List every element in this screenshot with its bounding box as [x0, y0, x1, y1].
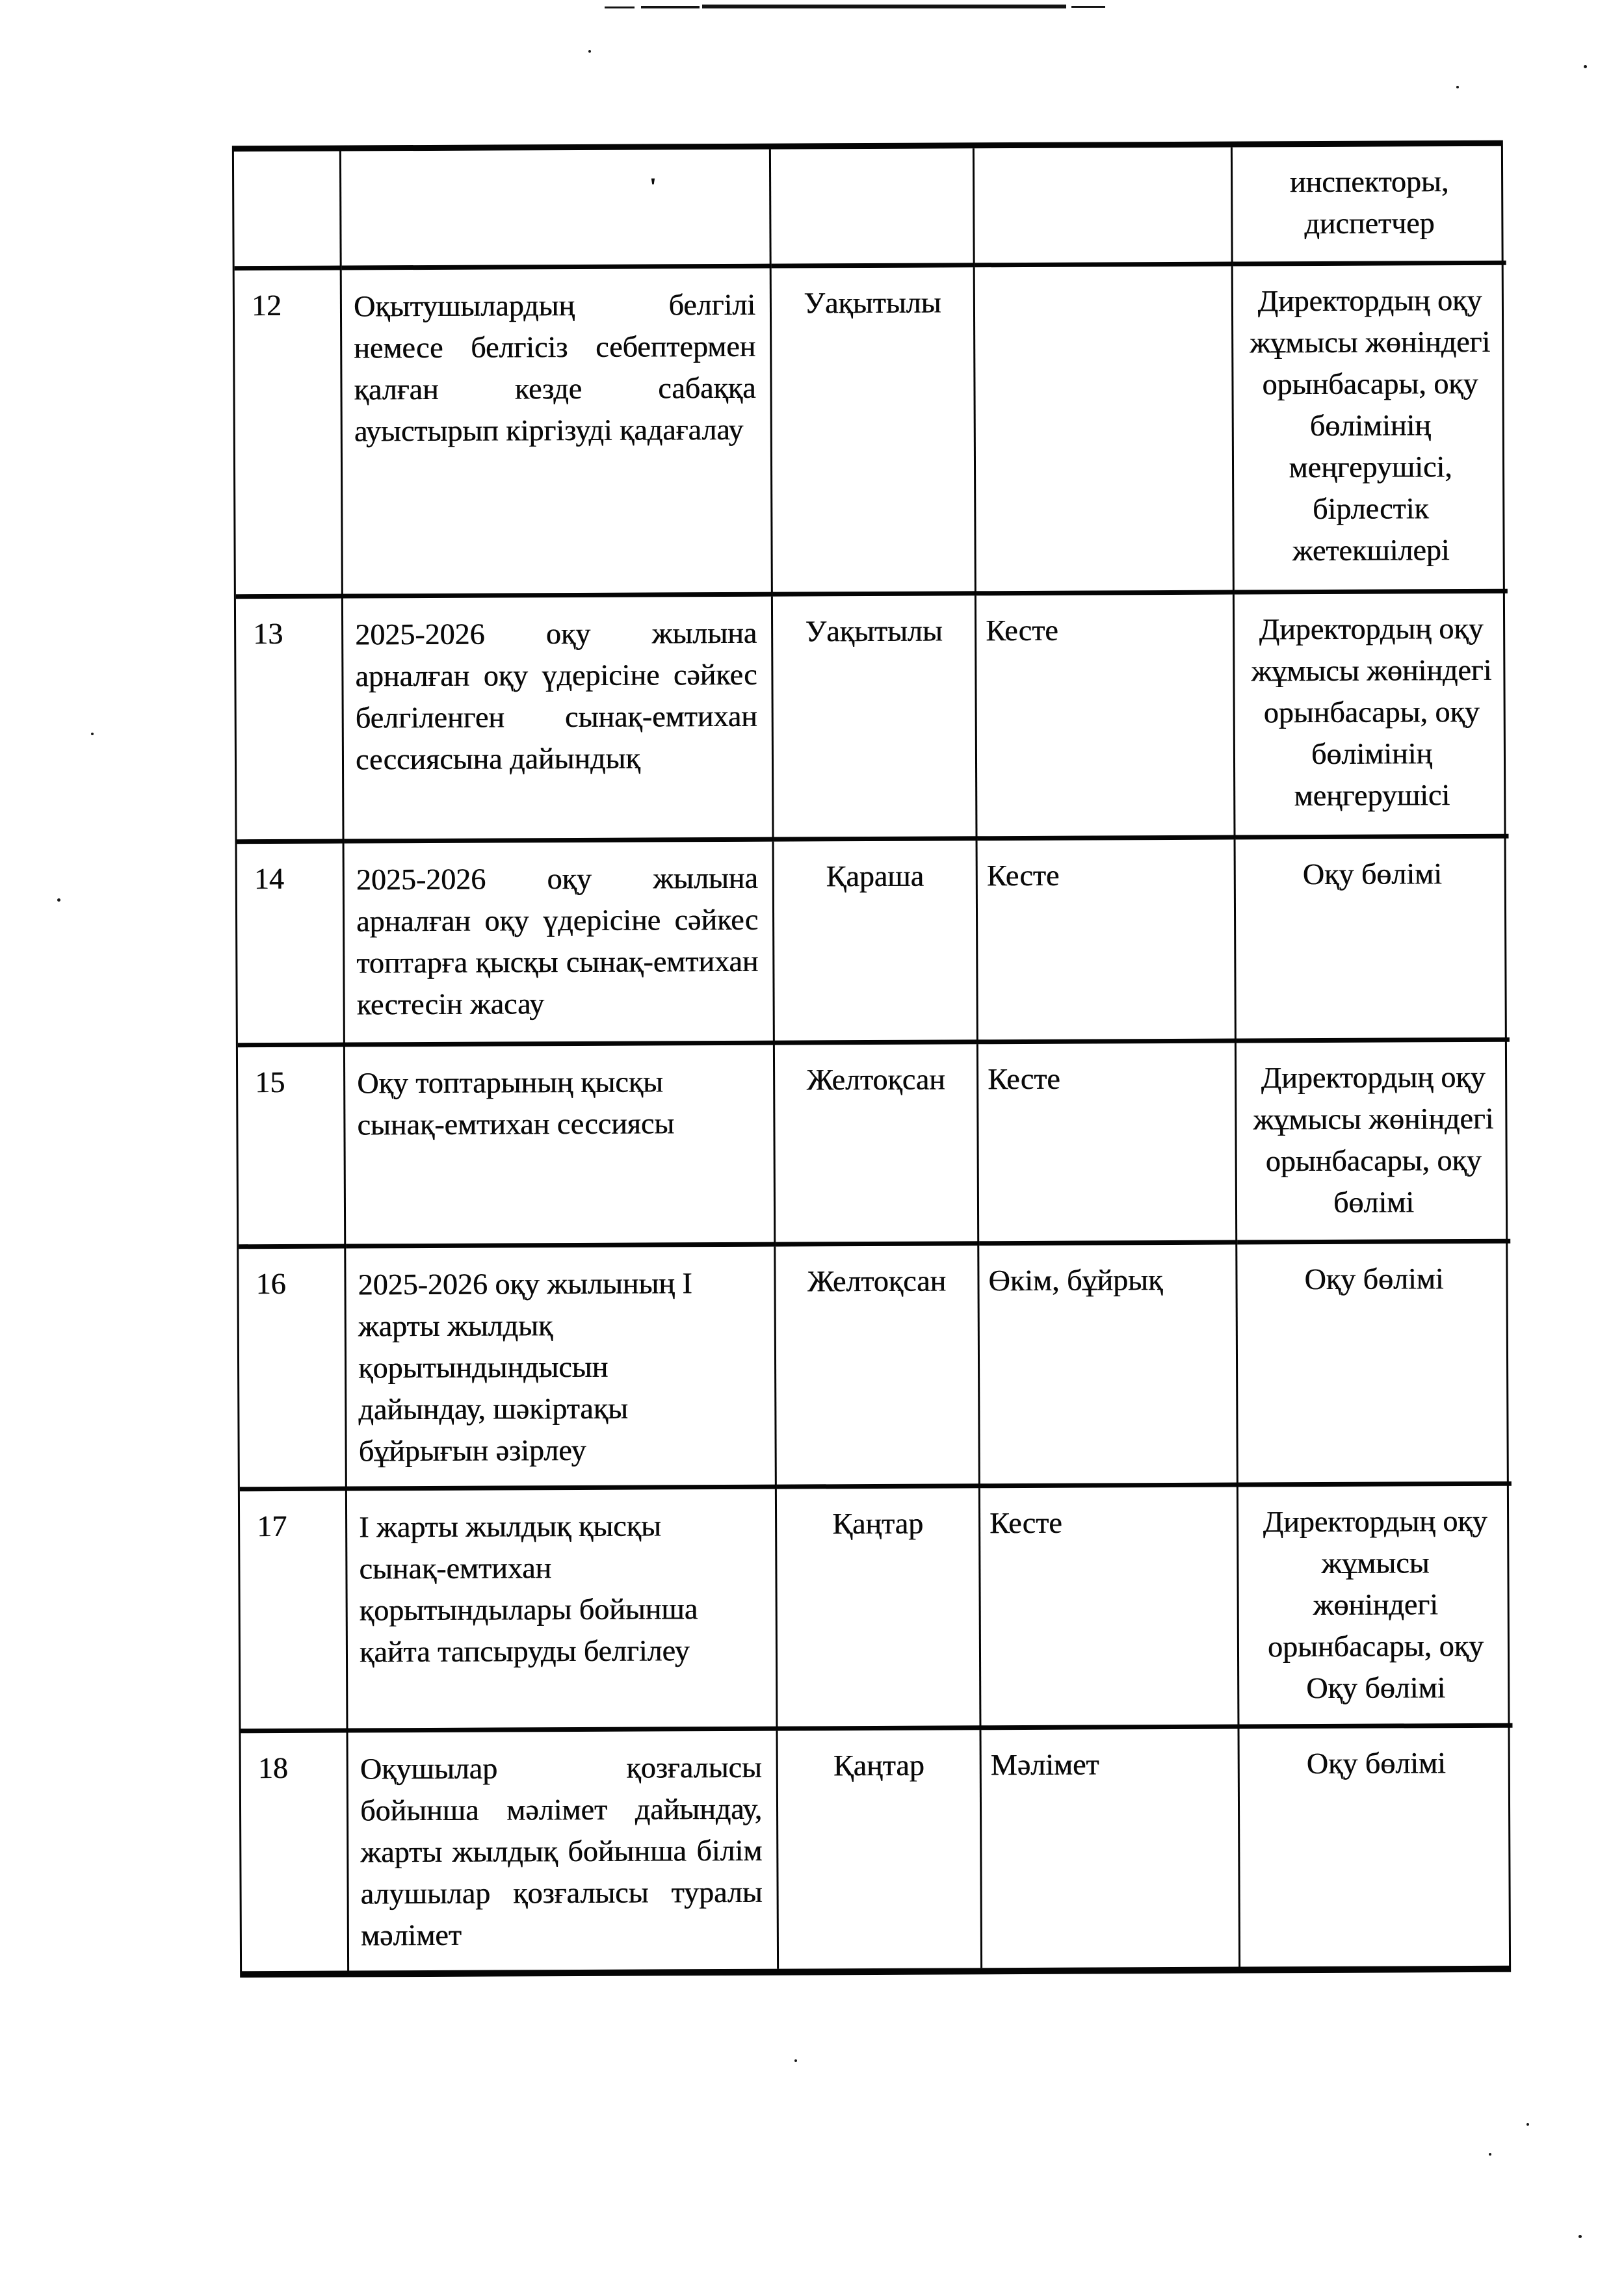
row17-timing-cell: Қаңтар	[777, 1488, 982, 1730]
scan-speck	[1578, 2235, 1582, 2238]
page-top-rule-segment	[1071, 6, 1105, 8]
row0-responsible-cell: инспекторы, диспетчер	[1233, 146, 1506, 267]
row14-document-cell: Кесте	[978, 840, 1237, 1045]
row15-timing-cell: Желтоқсан	[775, 1044, 979, 1246]
scan-speck	[1526, 2123, 1529, 2126]
row18-document-cell: Мәлімет	[982, 1729, 1241, 1968]
row16-task-cell: 2025-2026 оқу жылының I жарты жылдық қорытындындысын дайындау, шәкіртақы бұйрығын әзірлеу	[346, 1247, 777, 1491]
row16-timing-cell: Желтоқсан	[776, 1246, 980, 1489]
row0-document-cell	[975, 148, 1233, 268]
row14-timing-cell: Қараша	[774, 841, 978, 1045]
row0-timing-cell	[771, 148, 975, 268]
row13-timing-cell: Уақытылы	[773, 595, 978, 841]
row15-document-cell: Кесте	[978, 1043, 1237, 1246]
row18-num-cell: 18	[241, 1733, 350, 1972]
row18-timing-cell: Қаңтар	[778, 1730, 983, 1968]
scan-speck	[1584, 65, 1587, 68]
row17-task-cell: I жарты жылдық қысқы сынақ-емтихан қорытындылары бойынша қайта тапсыруды белгілеу	[347, 1489, 778, 1733]
row17-document-cell: Кесте	[980, 1487, 1240, 1730]
row16-responsible-cell: Оқу бөлімі	[1237, 1244, 1512, 1487]
row12-num-cell: 12	[235, 270, 343, 599]
row13-document-cell: Кесте	[976, 595, 1236, 841]
row13-responsible-cell: Директордың оқу жұмысы жөніндегі орынбасары, оқу бөлімінің меңгерушісі	[1235, 594, 1509, 840]
page-top-rule-segment	[605, 7, 635, 8]
row0-num-cell	[234, 151, 342, 271]
stray-apostrophe-mark: '	[649, 173, 657, 201]
scan-speck	[91, 733, 94, 735]
row16-num-cell: 16	[239, 1249, 347, 1492]
scan-speck	[1489, 2153, 1491, 2156]
row13-num-cell: 13	[236, 599, 345, 844]
row0-task-cell	[341, 150, 772, 270]
row18-task-cell: Оқушылар қозғалысы бойынша мәлімет дайындау, жарты жылдық бойынша білім алушылар қозғалысы туралы мәлімет	[348, 1731, 779, 1971]
scan-speck	[794, 2059, 797, 2062]
row12-task-cell: Оқытушылардың белгілі немесе белгісіз себептермен қалған кезде сабаққа ауыстырып кіргізуді қадағалау	[342, 268, 773, 599]
scan-speck	[588, 50, 591, 53]
row14-task-cell: 2025-2026 оқу жылына арналған оқу үдерісіне сәйкес топтарға қысқы сынақ-емтихан кестесін жасау	[345, 842, 775, 1047]
row16-document-cell: Өкім, бұйрық	[979, 1245, 1238, 1489]
row15-task-cell: Оқу топтарының қысқы сынақ-емтихан сессиясы	[345, 1045, 776, 1249]
row12-document-cell	[975, 267, 1235, 596]
row12-responsible-cell: Директордың оқу жұмысы жөніндегі орынбасары, оқу бөлімінің меңгерушісі, бірлестік жетекшілері	[1233, 265, 1508, 595]
row17-responsible-cell: Директордың оқу жұмысы жөніндегі орынбасары, оқу Оқу бөлімі	[1238, 1486, 1513, 1729]
scan-speck	[57, 898, 60, 902]
row12-timing-cell: Уақытылы	[772, 267, 976, 596]
work-plan-table	[232, 140, 1511, 1978]
row13-task-cell: 2025-2026 оқу жылына арналған оқу үдерісіне сәйкес белгіленген сынақ-емтихан сессиясына дайындық	[343, 597, 774, 844]
row14-responsible-cell: Оқу бөлімі	[1236, 839, 1510, 1043]
row14-num-cell: 14	[237, 844, 345, 1048]
row15-num-cell: 15	[238, 1047, 346, 1249]
page-top-rule-segment	[641, 6, 700, 8]
row15-responsible-cell: Директордың оқу жұмысы жөніндегі орынбасары, оқу бөлімі	[1237, 1042, 1510, 1245]
page-top-rule-segment	[702, 5, 1066, 8]
row18-responsible-cell: Оқу бөлімі	[1306, 1746, 1446, 1781]
scan-speck	[1456, 86, 1459, 88]
row17-num-cell: 17	[240, 1491, 348, 1734]
